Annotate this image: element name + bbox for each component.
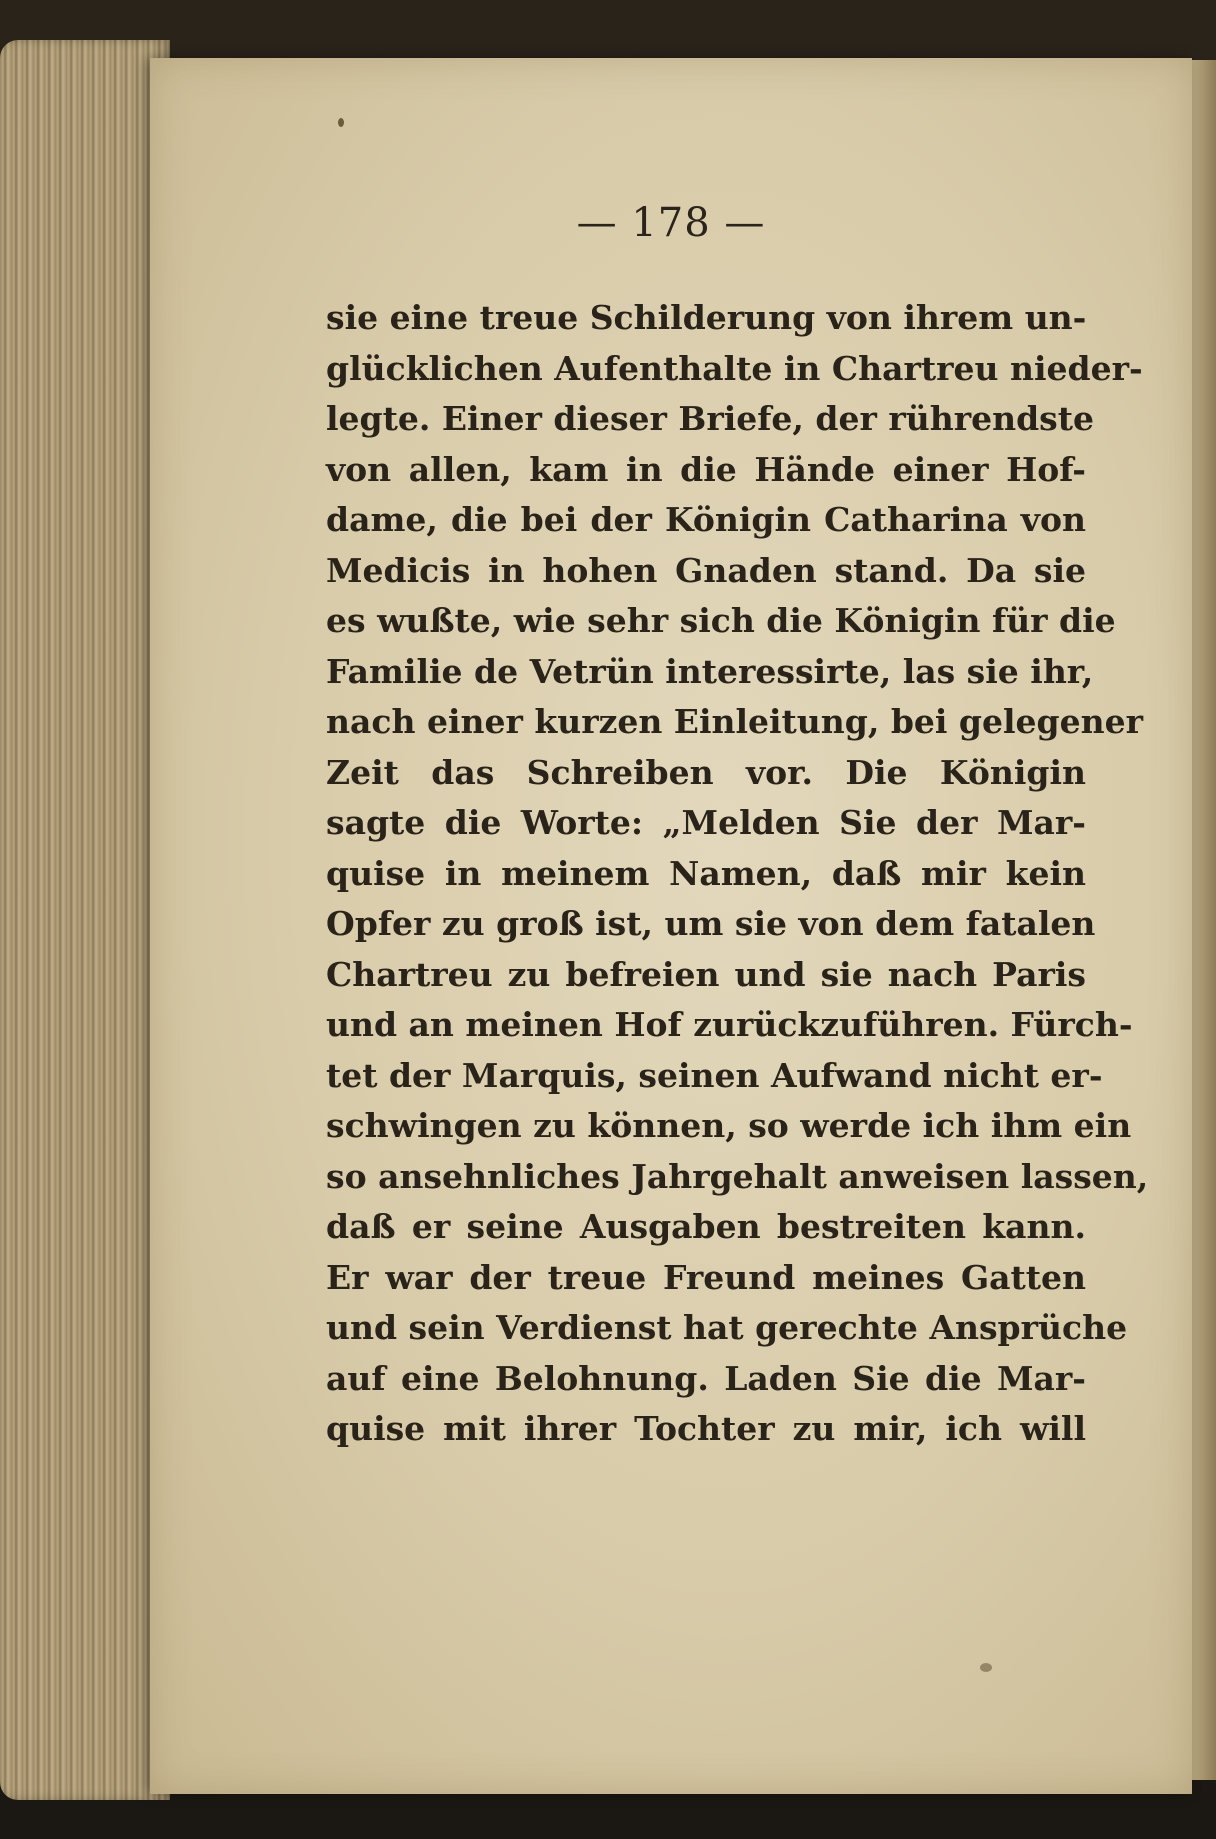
text-line: quise mit ihrer Tochter zu mir, ich will [326, 1409, 1086, 1448]
text-line: schwingen zu können, so werde ich ihm ein [326, 1106, 1132, 1145]
text-line: und an meinen Hof zurückzuführen. Fürch- [326, 1005, 1133, 1044]
text-line: sagte die Worte: „Melden Sie der Mar- [326, 803, 1086, 842]
text-line: sie eine treue Schilderung von ihrem un- [326, 298, 1087, 337]
text-line: von allen, kam in die Hände einer Hof- [326, 449, 1086, 489]
ink-speck [980, 1663, 992, 1672]
text-line: Medicis in hohen Gnaden stand. Da sie [326, 550, 1086, 590]
text-line: Er war der treue Freund meines Gatten [326, 1257, 1086, 1297]
text-line: dame, die bei der Königin Catharina von [326, 500, 1086, 539]
text-line: so ansehnliches Jahrgehalt anweisen lassen, [326, 1156, 1149, 1196]
text-line: auf eine Belohnung. Laden Sie die Mar- [326, 1358, 1086, 1398]
text-line: tet der Marquis, seinen Aufwand nicht er- [326, 1055, 1103, 1095]
text-line: quise in meinem Namen, daß mir kein [326, 853, 1086, 893]
page-number: — 178 — [576, 200, 766, 246]
text-line: Familie de Vetrün interessirte, las sie ihr, [326, 651, 1094, 691]
book-page [150, 58, 1192, 1794]
text-line: und sein Verdienst hat gerechte Ansprüche [326, 1308, 1128, 1347]
text-line: es wußte, wie sehr sich die Königin für die [326, 601, 1116, 640]
ink-speck [338, 118, 344, 127]
text-line: nach einer kurzen Einleitung, bei gelegener [326, 702, 1143, 741]
body-text [326, 293, 1149, 1455]
text-line: glücklichen Aufenthalte in Chartreu nieder- [326, 348, 1143, 388]
text-line: Opfer zu groß ist, um sie von dem fatalen [326, 904, 1096, 943]
book-page-edges [0, 40, 170, 1800]
text-line: Chartreu zu befreien und sie nach Paris [326, 954, 1086, 994]
text-line: daß er seine Ausgaben bestreiten kann. [326, 1207, 1086, 1246]
text-line: legte. Einer dieser Briefe, der rührendste [326, 399, 1094, 438]
book-right-edge [1190, 60, 1216, 1780]
text-line: Zeit das Schreiben vor. Die Königin [326, 752, 1086, 792]
